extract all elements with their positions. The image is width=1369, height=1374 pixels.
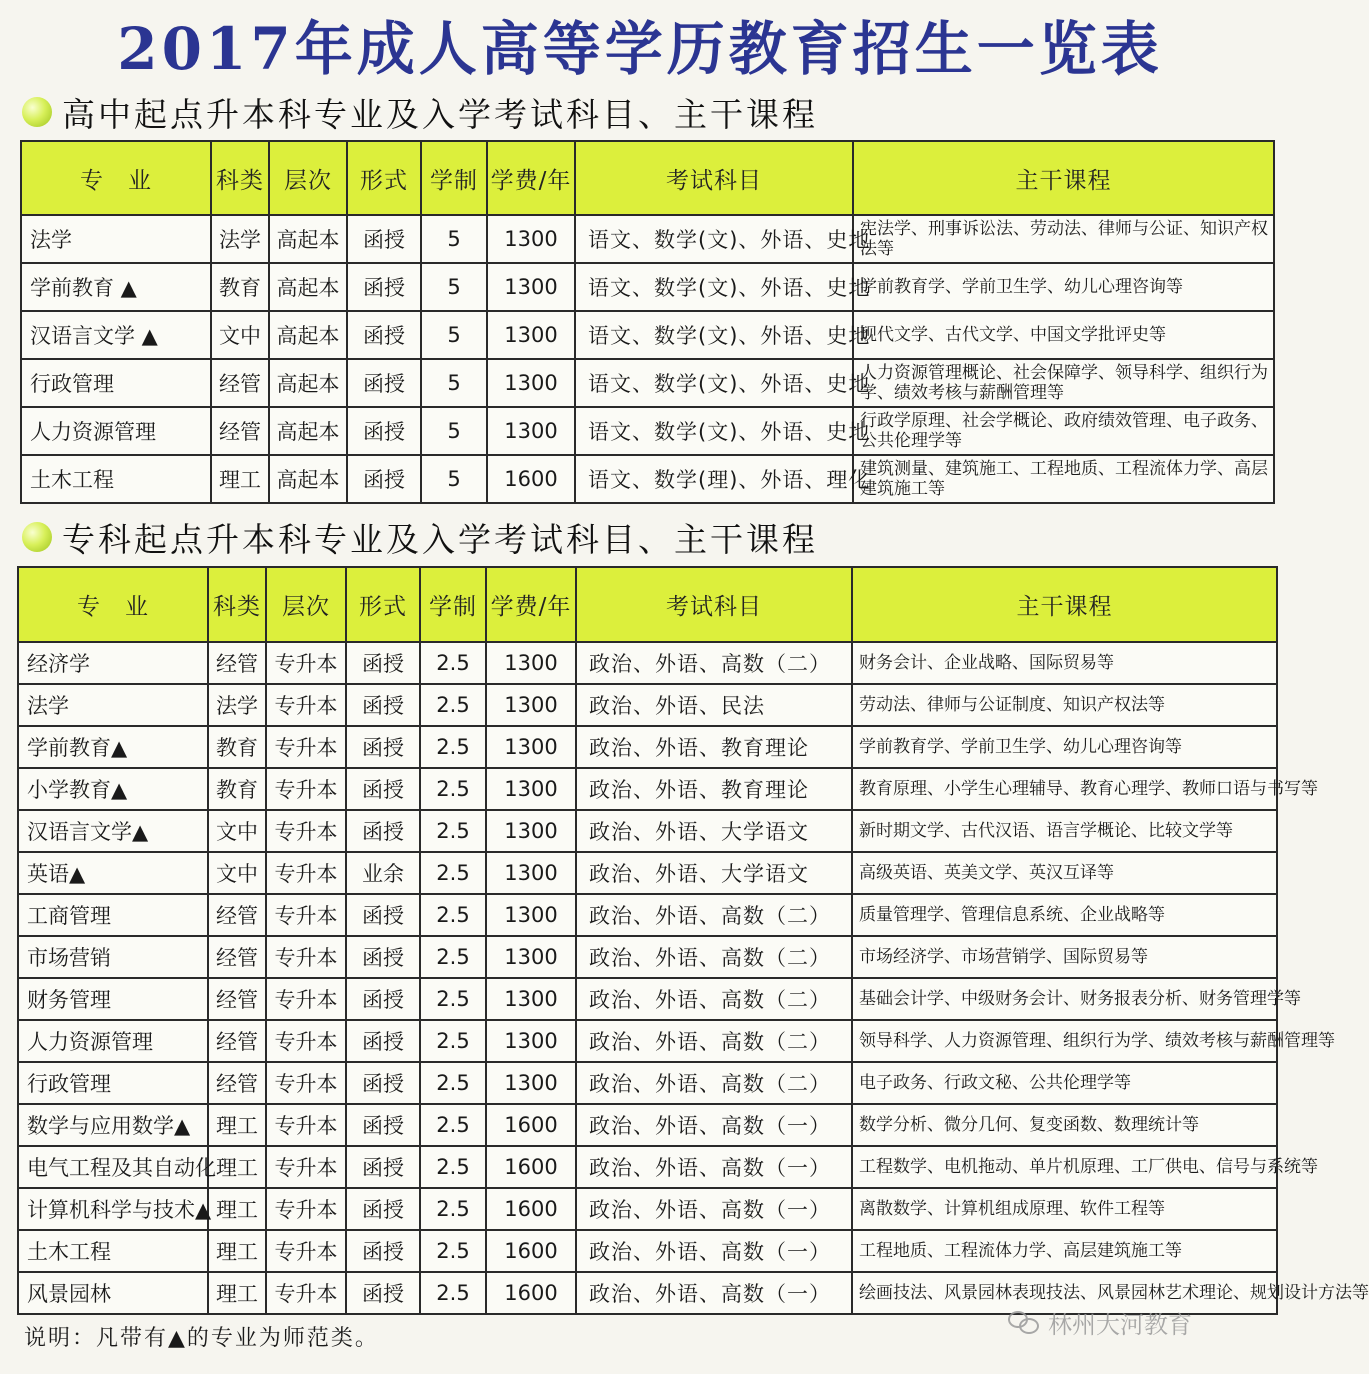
- duration-cell: 2.5: [420, 768, 486, 810]
- category-cell: 理工: [208, 1146, 266, 1188]
- level-cell: 高起本: [269, 359, 347, 407]
- level-cell: 专升本: [266, 1146, 346, 1188]
- duration-cell: 5: [421, 407, 487, 455]
- duration-cell: 2.5: [420, 1104, 486, 1146]
- exam-subjects-cell: 政治、外语、高数（一）: [576, 1146, 852, 1188]
- tuition-cell: 1300: [487, 407, 575, 455]
- tuition-cell: 1300: [486, 1020, 576, 1062]
- tuition-cell: 1600: [486, 1104, 576, 1146]
- table-row: [18, 1104, 1277, 1146]
- table-high-school-to-bachelor: [20, 140, 1275, 504]
- column-header: 学费/年: [486, 567, 576, 642]
- core-courses-cell: 市场经济学、市场营销学、国际贸易等: [852, 936, 1277, 978]
- tuition-cell: 1300: [487, 215, 575, 263]
- category-cell: 经管: [211, 359, 269, 407]
- watermark: [1008, 1304, 1192, 1340]
- category-cell: 经管: [208, 894, 266, 936]
- core-courses-cell: 领导科学、人力资源管理、组织行为学、绩效考核与薪酬管理等: [852, 1020, 1277, 1062]
- major-cell: 学前教育 ▲: [21, 263, 211, 311]
- tuition-cell: 1600: [486, 1230, 576, 1272]
- level-cell: 专升本: [266, 936, 346, 978]
- level-cell: 专升本: [266, 1020, 346, 1062]
- category-cell: 法学: [208, 684, 266, 726]
- wechat-icon: [1008, 1309, 1042, 1335]
- table-row: [18, 726, 1277, 768]
- page-title: 2017年成人高等学历教育招生一览表: [117, 15, 1163, 83]
- footnote: 说明：凡带有▲的专业为师范类。: [24, 1326, 379, 1351]
- duration-cell: 2.5: [420, 1188, 486, 1230]
- core-courses-cell: 劳动法、律师与公证制度、知识产权法等: [852, 684, 1277, 726]
- exam-subjects-cell: 政治、外语、高数（一）: [576, 1188, 852, 1230]
- table-row: [18, 936, 1277, 978]
- tuition-cell: 1300: [486, 936, 576, 978]
- table-row: [18, 684, 1277, 726]
- core-courses-cell: 财务会计、企业战略、国际贸易等: [852, 642, 1277, 684]
- level-cell: 专升本: [266, 1230, 346, 1272]
- major-cell: 市场营销: [18, 936, 208, 978]
- category-cell: 理工: [208, 1104, 266, 1146]
- exam-subjects-cell: 政治、外语、高数（二）: [576, 936, 852, 978]
- duration-cell: 5: [421, 311, 487, 359]
- tuition-cell: 1300: [486, 684, 576, 726]
- exam-subjects-cell: 政治、外语、高数（二）: [576, 978, 852, 1020]
- core-courses-cell: 行政学原理、社会学概论、政府绩效管理、电子政务、公共伦理学等: [853, 407, 1274, 455]
- major-cell: 风景园林: [18, 1272, 208, 1314]
- column-header: 考试科目: [575, 141, 853, 215]
- major-cell: 电气工程及其自动化: [18, 1146, 208, 1188]
- tuition-cell: 1300: [487, 311, 575, 359]
- column-header: 科类: [211, 141, 269, 215]
- table-row: [21, 359, 1274, 407]
- exam-subjects-cell: 语文、数学(文)、外语、史地: [575, 215, 853, 263]
- major-cell: 法学: [18, 684, 208, 726]
- exam-subjects-cell: 政治、外语、高数（二）: [576, 894, 852, 936]
- category-cell: 经管: [208, 1020, 266, 1062]
- tuition-cell: 1600: [486, 1272, 576, 1314]
- category-cell: 经管: [211, 407, 269, 455]
- study-form-cell: 函授: [346, 894, 420, 936]
- column-header: 考试科目: [576, 567, 852, 642]
- major-cell: 财务管理: [18, 978, 208, 1020]
- category-cell: 法学: [211, 215, 269, 263]
- column-header: 学制: [421, 141, 487, 215]
- study-form-cell: 函授: [346, 1188, 420, 1230]
- major-cell: 英语▲: [18, 852, 208, 894]
- core-courses-cell: 人力资源管理概论、社会保障学、领导科学、组织行为学、绩效考核与薪酬管理等: [853, 359, 1274, 407]
- duration-cell: 2.5: [420, 726, 486, 768]
- table-row: [18, 642, 1277, 684]
- major-cell: 工商管理: [18, 894, 208, 936]
- category-cell: 文中: [208, 852, 266, 894]
- exam-subjects-cell: 政治、外语、民法: [576, 684, 852, 726]
- level-cell: 专升本: [266, 810, 346, 852]
- bullet-ball-icon: [22, 522, 52, 552]
- level-cell: 专升本: [266, 1188, 346, 1230]
- duration-cell: 2.5: [420, 642, 486, 684]
- core-courses-cell: 工程数学、电机拖动、单片机原理、工厂供电、信号与系统等: [852, 1146, 1277, 1188]
- level-cell: 高起本: [269, 455, 347, 503]
- column-header: 专 业: [18, 567, 208, 642]
- table-row: [18, 1020, 1277, 1062]
- core-courses-cell: 质量管理学、管理信息系统、企业战略等: [852, 894, 1277, 936]
- study-form-cell: 函授: [346, 684, 420, 726]
- level-cell: 高起本: [269, 263, 347, 311]
- table-header-row: [21, 141, 1274, 215]
- table-row: [18, 1188, 1277, 1230]
- study-form-cell: 函授: [347, 311, 421, 359]
- exam-subjects-cell: 语文、数学(文)、外语、史地: [575, 359, 853, 407]
- tuition-cell: 1600: [487, 455, 575, 503]
- major-cell: 土木工程: [21, 455, 211, 503]
- duration-cell: 2.5: [420, 1146, 486, 1188]
- section2-heading: [22, 515, 818, 559]
- exam-subjects-cell: 政治、外语、高数（一）: [576, 1230, 852, 1272]
- duration-cell: 2.5: [420, 936, 486, 978]
- table-row: [18, 768, 1277, 810]
- core-courses-cell: 工程地质、工程流体力学、高层建筑施工等: [852, 1230, 1277, 1272]
- tuition-cell: 1300: [486, 810, 576, 852]
- table-row: [18, 1230, 1277, 1272]
- section1-heading-text: 高中起点升本科专业及入学考试科目、主干课程: [62, 94, 818, 134]
- column-header: 主干课程: [852, 567, 1277, 642]
- level-cell: 专升本: [266, 768, 346, 810]
- category-cell: 教育: [208, 768, 266, 810]
- category-cell: 理工: [208, 1272, 266, 1314]
- exam-subjects-cell: 语文、数学(文)、外语、史地: [575, 407, 853, 455]
- column-header: 主干课程: [853, 141, 1274, 215]
- exam-subjects-cell: 政治、外语、高数（二）: [576, 642, 852, 684]
- major-cell: 法学: [21, 215, 211, 263]
- study-form-cell: 函授: [347, 215, 421, 263]
- level-cell: 专升本: [266, 978, 346, 1020]
- exam-subjects-cell: 语文、数学(文)、外语、史地: [575, 263, 853, 311]
- major-cell: 人力资源管理: [21, 407, 211, 455]
- category-cell: 教育: [208, 726, 266, 768]
- tuition-cell: 1300: [486, 642, 576, 684]
- study-form-cell: 函授: [347, 263, 421, 311]
- exam-subjects-cell: 政治、外语、高数（二）: [576, 1020, 852, 1062]
- study-form-cell: 函授: [346, 1272, 420, 1314]
- major-cell: 汉语言文学 ▲: [21, 311, 211, 359]
- exam-subjects-cell: 政治、外语、教育理论: [576, 726, 852, 768]
- study-form-cell: 函授: [346, 1062, 420, 1104]
- level-cell: 专升本: [266, 1062, 346, 1104]
- major-cell: 土木工程: [18, 1230, 208, 1272]
- category-cell: 教育: [211, 263, 269, 311]
- study-form-cell: 函授: [346, 768, 420, 810]
- column-header: 科类: [208, 567, 266, 642]
- category-cell: 经管: [208, 1062, 266, 1104]
- bullet-ball-icon: [22, 97, 52, 127]
- level-cell: 专升本: [266, 684, 346, 726]
- table-row: [18, 978, 1277, 1020]
- duration-cell: 5: [421, 263, 487, 311]
- core-courses-cell: 宪法学、刑事诉讼法、劳动法、律师与公证、知识产权法等: [853, 215, 1274, 263]
- table-row: [21, 311, 1274, 359]
- study-form-cell: 函授: [347, 359, 421, 407]
- level-cell: 专升本: [266, 642, 346, 684]
- core-courses-cell: 电子政务、行政文秘、公共伦理学等: [852, 1062, 1277, 1104]
- exam-subjects-cell: 政治、外语、大学语文: [576, 810, 852, 852]
- study-form-cell: 函授: [346, 810, 420, 852]
- tuition-cell: 1300: [486, 852, 576, 894]
- major-cell: 小学教育▲: [18, 768, 208, 810]
- study-form-cell: 函授: [346, 1230, 420, 1272]
- tuition-cell: 1300: [487, 263, 575, 311]
- table-row: [21, 455, 1274, 503]
- category-cell: 经管: [208, 642, 266, 684]
- duration-cell: 2.5: [420, 1272, 486, 1314]
- category-cell: 经管: [208, 978, 266, 1020]
- major-cell: 计算机科学与技术▲: [18, 1188, 208, 1230]
- core-courses-cell: 学前教育学、学前卫生学、幼儿心理咨询等: [852, 726, 1277, 768]
- study-form-cell: 函授: [346, 726, 420, 768]
- section2-heading-text: 专科起点升本科专业及入学考试科目、主干课程: [62, 519, 818, 559]
- section1-heading: [22, 90, 818, 134]
- major-cell: 经济学: [18, 642, 208, 684]
- category-cell: 文中: [208, 810, 266, 852]
- duration-cell: 2.5: [420, 684, 486, 726]
- table-row: [18, 810, 1277, 852]
- level-cell: 高起本: [269, 407, 347, 455]
- study-form-cell: 函授: [347, 407, 421, 455]
- table-row: [21, 407, 1274, 455]
- study-form-cell: 函授: [346, 642, 420, 684]
- level-cell: 高起本: [269, 311, 347, 359]
- category-cell: 理工: [211, 455, 269, 503]
- exam-subjects-cell: 政治、外语、高数（一）: [576, 1272, 852, 1314]
- tuition-cell: 1300: [486, 978, 576, 1020]
- column-header: 学制: [420, 567, 486, 642]
- level-cell: 高起本: [269, 215, 347, 263]
- study-form-cell: 函授: [346, 1020, 420, 1062]
- exam-subjects-cell: 政治、外语、高数（二）: [576, 1062, 852, 1104]
- study-form-cell: 函授: [346, 936, 420, 978]
- table-row: [18, 894, 1277, 936]
- major-cell: 人力资源管理: [18, 1020, 208, 1062]
- core-courses-cell: 高级英语、英美文学、英汉互译等: [852, 852, 1277, 894]
- table-row: [18, 852, 1277, 894]
- major-cell: 汉语言文学▲: [18, 810, 208, 852]
- category-cell: 理工: [208, 1230, 266, 1272]
- tuition-cell: 1300: [486, 726, 576, 768]
- duration-cell: 5: [421, 215, 487, 263]
- table-row: [21, 263, 1274, 311]
- category-cell: 理工: [208, 1188, 266, 1230]
- column-header: 学费/年: [487, 141, 575, 215]
- category-cell: 经管: [208, 936, 266, 978]
- duration-cell: 2.5: [420, 978, 486, 1020]
- exam-subjects-cell: 语文、数学(文)、外语、史地: [575, 311, 853, 359]
- column-header: 形式: [347, 141, 421, 215]
- exam-subjects-cell: 政治、外语、教育理论: [576, 768, 852, 810]
- watermark-text: 林州大河教育: [1048, 1310, 1192, 1339]
- core-courses-cell: 数学分析、微分几何、复变函数、数理统计等: [852, 1104, 1277, 1146]
- exam-subjects-cell: 政治、外语、高数（一）: [576, 1104, 852, 1146]
- column-header: 专 业: [21, 141, 211, 215]
- tuition-cell: 1300: [487, 359, 575, 407]
- table-row: [18, 1146, 1277, 1188]
- level-cell: 专升本: [266, 1104, 346, 1146]
- core-courses-cell: 建筑测量、建筑施工、工程地质、工程流体力学、高层建筑施工等: [853, 455, 1274, 503]
- study-form-cell: 业余: [346, 852, 420, 894]
- table-row: [21, 215, 1274, 263]
- table-college-to-bachelor: [17, 566, 1369, 1315]
- column-header: 形式: [346, 567, 420, 642]
- core-courses-cell: 现代文学、古代文学、中国文学批评史等: [853, 311, 1274, 359]
- exam-subjects-cell: 语文、数学(理)、外语、理化: [575, 455, 853, 503]
- core-courses-cell: 基础会计学、中级财务会计、财务报表分析、财务管理学等: [852, 978, 1277, 1020]
- core-courses-cell: 学前教育学、学前卫生学、幼儿心理咨询等: [853, 263, 1274, 311]
- duration-cell: 2.5: [420, 894, 486, 936]
- duration-cell: 2.5: [420, 852, 486, 894]
- study-form-cell: 函授: [346, 978, 420, 1020]
- study-form-cell: 函授: [346, 1146, 420, 1188]
- duration-cell: 2.5: [420, 1062, 486, 1104]
- level-cell: 专升本: [266, 1272, 346, 1314]
- study-form-cell: 函授: [346, 1104, 420, 1146]
- major-cell: 行政管理: [21, 359, 211, 407]
- tuition-cell: 1600: [486, 1188, 576, 1230]
- level-cell: 专升本: [266, 726, 346, 768]
- table-row: [18, 1062, 1277, 1104]
- core-courses-cell: 绘画技法、风景园林表现技法、风景园林艺术理论、规划设计方法等: [852, 1272, 1277, 1314]
- tuition-cell: 1600: [486, 1146, 576, 1188]
- tuition-cell: 1300: [486, 894, 576, 936]
- major-cell: 行政管理: [18, 1062, 208, 1104]
- core-courses-cell: 教育原理、小学生心理辅导、教育心理学、教师口语与书写等: [852, 768, 1277, 810]
- tuition-cell: 1300: [486, 1062, 576, 1104]
- level-cell: 专升本: [266, 894, 346, 936]
- table-header-row: [18, 567, 1277, 642]
- duration-cell: 2.5: [420, 810, 486, 852]
- core-courses-cell: 离散数学、计算机组成原理、软件工程等: [852, 1188, 1277, 1230]
- major-cell: 数学与应用数学▲: [18, 1104, 208, 1146]
- study-form-cell: 函授: [347, 455, 421, 503]
- core-courses-cell: 新时期文学、古代汉语、语言学概论、比较文学等: [852, 810, 1277, 852]
- exam-subjects-cell: 政治、外语、大学语文: [576, 852, 852, 894]
- column-header: 层次: [266, 567, 346, 642]
- level-cell: 专升本: [266, 852, 346, 894]
- major-cell: 学前教育▲: [18, 726, 208, 768]
- duration-cell: 2.5: [420, 1020, 486, 1062]
- tuition-cell: 1300: [486, 768, 576, 810]
- duration-cell: 2.5: [420, 1230, 486, 1272]
- category-cell: 文中: [211, 311, 269, 359]
- column-header: 层次: [269, 141, 347, 215]
- duration-cell: 5: [421, 455, 487, 503]
- duration-cell: 5: [421, 359, 487, 407]
